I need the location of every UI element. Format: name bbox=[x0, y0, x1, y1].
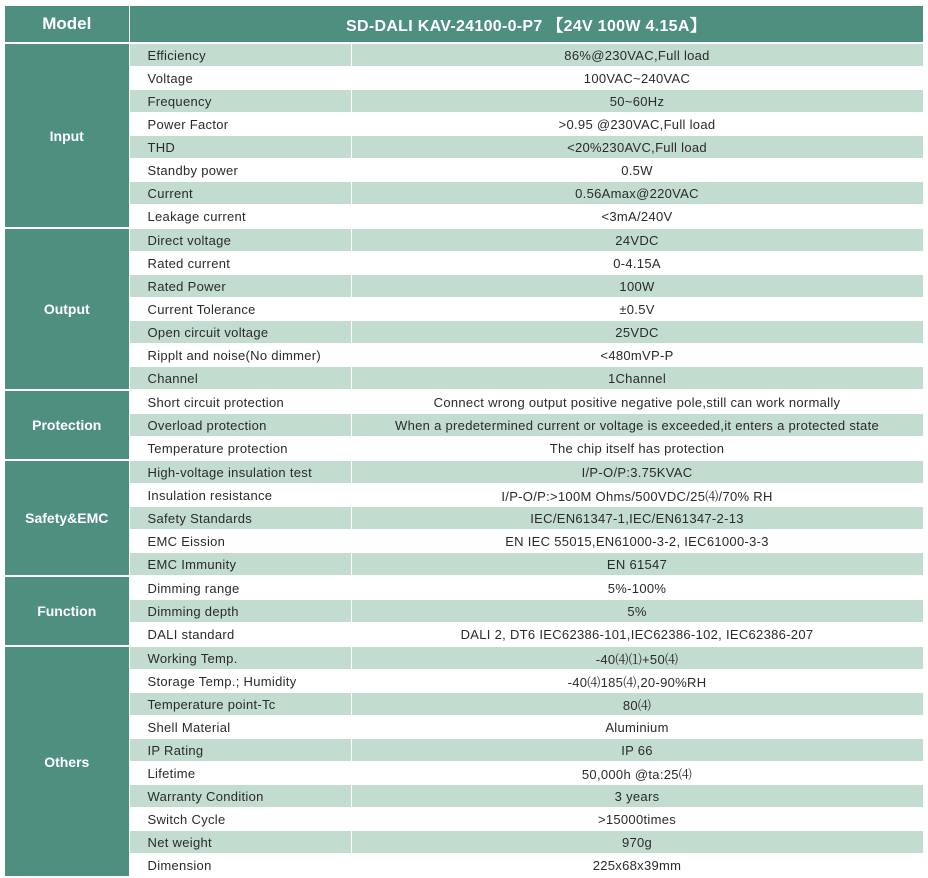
spec-label: Lifetime bbox=[129, 762, 351, 785]
spec-label: Channel bbox=[129, 367, 351, 391]
spec-row bbox=[5, 484, 923, 507]
group-label-function: Function bbox=[5, 576, 129, 646]
spec-value: <3mA/240V bbox=[351, 205, 923, 229]
spec-value: 80⑷ bbox=[351, 693, 923, 716]
spec-value: 5% bbox=[351, 600, 923, 623]
spec-label: Voltage bbox=[129, 67, 351, 90]
spec-value: 50,000h @ta:25⑷ bbox=[351, 762, 923, 785]
spec-value: -40⑷⑴+50⑷ bbox=[351, 646, 923, 670]
spec-row bbox=[5, 739, 923, 762]
spec-value: 0-4.15A bbox=[351, 252, 923, 275]
spec-label: Direct voltage bbox=[129, 228, 351, 252]
spec-row bbox=[5, 90, 923, 113]
spec-label: Dimming range bbox=[129, 576, 351, 600]
spec-row bbox=[5, 716, 923, 739]
spec-row bbox=[5, 762, 923, 785]
spec-label: Ripplt and noise(No dimmer) bbox=[129, 344, 351, 367]
spec-label: EMC Eission bbox=[129, 530, 351, 553]
spec-row bbox=[5, 670, 923, 693]
spec-row bbox=[5, 136, 923, 159]
spec-row bbox=[5, 507, 923, 530]
spec-value: EN 61547 bbox=[351, 553, 923, 577]
spec-row bbox=[5, 693, 923, 716]
spec-label: DALI standard bbox=[129, 623, 351, 647]
product-title: SD-DALI KAV-24100-0-P7 【24V 100W 4.15A】 bbox=[129, 6, 923, 43]
spec-label: Short circuit protection bbox=[129, 390, 351, 414]
spec-value: EN IEC 55015,EN61000-3-2, IEC61000-3-3 bbox=[351, 530, 923, 553]
spec-row bbox=[5, 205, 923, 229]
spec-value: ±0.5V bbox=[351, 298, 923, 321]
spec-value: I/P-O/P:3.75KVAC bbox=[351, 460, 923, 484]
spec-value: 86%@230VAC,Full load bbox=[351, 43, 923, 67]
spec-value: DALI 2, DT6 IEC62386-101,IEC62386-102, IEC62386-207 bbox=[351, 623, 923, 647]
spec-value: 1Channel bbox=[351, 367, 923, 391]
spec-row bbox=[5, 785, 923, 808]
spec-label: Leakage current bbox=[129, 205, 351, 229]
spec-value: >0.95 @230VAC,Full load bbox=[351, 113, 923, 136]
spec-row bbox=[5, 344, 923, 367]
spec-label: Dimension bbox=[129, 854, 351, 878]
spec-value: 100VAC~240VAC bbox=[351, 67, 923, 90]
spec-label: Rated Power bbox=[129, 275, 351, 298]
spec-value: Connect wrong output positive negative pole,still can work normally bbox=[351, 390, 923, 414]
spec-value: I/P-O/P:>100M Ohms/500VDC/25⑷/70% RH bbox=[351, 484, 923, 507]
spec-label: Power Factor bbox=[129, 113, 351, 136]
spec-label: Frequency bbox=[129, 90, 351, 113]
spec-value: 100W bbox=[351, 275, 923, 298]
spec-row bbox=[5, 831, 923, 854]
spec-row bbox=[5, 182, 923, 205]
spec-value: IP 66 bbox=[351, 739, 923, 762]
model-header: Model bbox=[5, 6, 129, 43]
group-label-input: Input bbox=[5, 43, 129, 228]
spec-row bbox=[5, 623, 923, 647]
spec-row bbox=[5, 252, 923, 275]
spec-label: Efficiency bbox=[129, 43, 351, 67]
spec-label: Insulation resistance bbox=[129, 484, 351, 507]
spec-value: When a predetermined current or voltage is exceeded,it enters a protected state bbox=[351, 414, 923, 437]
spec-row bbox=[5, 808, 923, 831]
spec-label: Switch Cycle bbox=[129, 808, 351, 831]
spec-value: >15000times bbox=[351, 808, 923, 831]
spec-row bbox=[5, 367, 923, 391]
spec-label: Dimming depth bbox=[129, 600, 351, 623]
spec-table bbox=[5, 6, 924, 878]
spec-value: 970g bbox=[351, 831, 923, 854]
spec-label: IP Rating bbox=[129, 739, 351, 762]
spec-label: Overload protection bbox=[129, 414, 351, 437]
spec-row bbox=[5, 854, 923, 878]
spec-row bbox=[5, 646, 923, 670]
spec-label: EMC Immunity bbox=[129, 553, 351, 577]
spec-row bbox=[5, 298, 923, 321]
spec-label: Storage Temp.; Humidity bbox=[129, 670, 351, 693]
spec-label: Current bbox=[129, 182, 351, 205]
spec-row bbox=[5, 113, 923, 136]
spec-label: THD bbox=[129, 136, 351, 159]
spec-value: 3 years bbox=[351, 785, 923, 808]
spec-label: Temperature protection bbox=[129, 437, 351, 461]
group-label-others: Others bbox=[5, 646, 129, 877]
spec-value: 225x68x39mm bbox=[351, 854, 923, 878]
spec-label: Working Temp. bbox=[129, 646, 351, 670]
spec-value: <20%230AVC,Full load bbox=[351, 136, 923, 159]
spec-row bbox=[5, 159, 923, 182]
spec-label: Standby power bbox=[129, 159, 351, 182]
spec-value: Aluminium bbox=[351, 716, 923, 739]
spec-row bbox=[5, 228, 923, 252]
spec-value: 0.5W bbox=[351, 159, 923, 182]
spec-row bbox=[5, 600, 923, 623]
spec-row bbox=[5, 530, 923, 553]
group-label-safety-emc: Safety&EMC bbox=[5, 460, 129, 576]
spec-value: 25VDC bbox=[351, 321, 923, 344]
spec-label: Safety Standards bbox=[129, 507, 351, 530]
spec-value: 0.56Amax@220VAC bbox=[351, 182, 923, 205]
spec-value: The chip itself has protection bbox=[351, 437, 923, 461]
spec-row bbox=[5, 67, 923, 90]
spec-label: Open circuit voltage bbox=[129, 321, 351, 344]
spec-row bbox=[5, 576, 923, 600]
spec-value: -40⑷185⑷,20-90%RH bbox=[351, 670, 923, 693]
spec-label: Rated current bbox=[129, 252, 351, 275]
group-label-protection: Protection bbox=[5, 390, 129, 460]
spec-label: Net weight bbox=[129, 831, 351, 854]
spec-row bbox=[5, 414, 923, 437]
spec-label: Shell Material bbox=[129, 716, 351, 739]
group-label-output: Output bbox=[5, 228, 129, 390]
spec-row bbox=[5, 390, 923, 414]
header-row bbox=[5, 6, 923, 43]
spec-label: Temperature point-Tc bbox=[129, 693, 351, 716]
spec-label: Warranty Condition bbox=[129, 785, 351, 808]
spec-value: 24VDC bbox=[351, 228, 923, 252]
spec-row bbox=[5, 460, 923, 484]
spec-row bbox=[5, 321, 923, 344]
spec-label: High-voltage insulation test bbox=[129, 460, 351, 484]
spec-value: IEC/EN61347-1,IEC/EN61347-2-13 bbox=[351, 507, 923, 530]
spec-value: <480mVP-P bbox=[351, 344, 923, 367]
spec-label: Current Tolerance bbox=[129, 298, 351, 321]
spec-row bbox=[5, 437, 923, 461]
spec-value: 5%-100% bbox=[351, 576, 923, 600]
spec-row bbox=[5, 553, 923, 577]
spec-row bbox=[5, 43, 923, 67]
spec-value: 50~60Hz bbox=[351, 90, 923, 113]
spec-row bbox=[5, 275, 923, 298]
